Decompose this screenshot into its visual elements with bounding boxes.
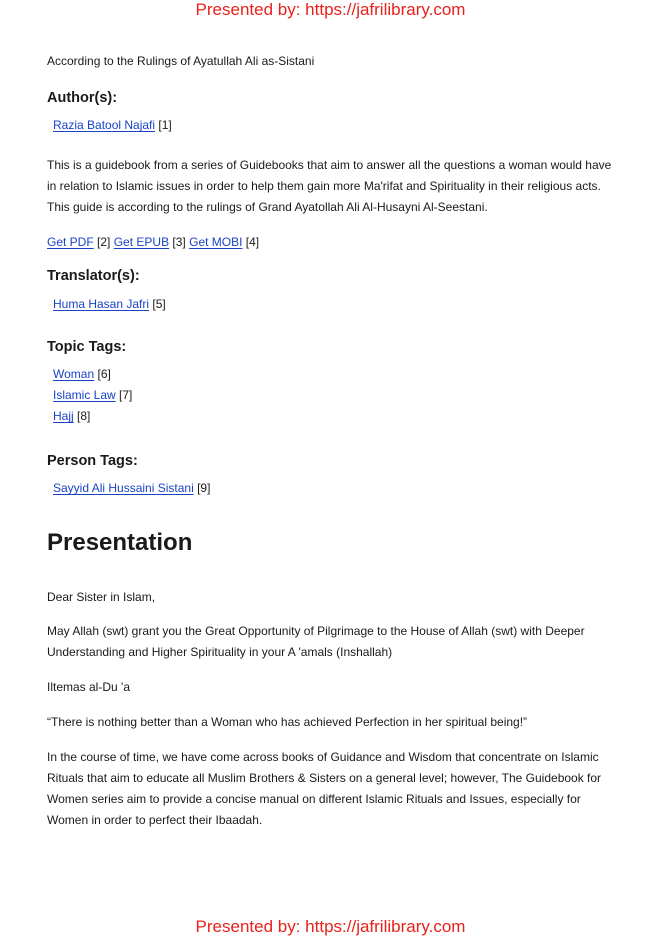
presentation-paragraph: May Allah (swt) grant you the Great Opportunity of Pilgrimage to the House of Allah (swt) with Deeper Understanding and Higher Spirituality in your A 'amals (Inshallah) — [47, 624, 585, 659]
reference-number: [4] — [245, 235, 260, 249]
get-mobi-link[interactable]: Get MOBI — [189, 235, 243, 249]
get-epub-link[interactable]: Get EPUB — [113, 235, 170, 249]
person-tags-heading: Person Tags: — [47, 453, 138, 469]
reference-number: [7] — [119, 388, 133, 402]
presentation-paragraph: Dear Sister in Islam, — [47, 590, 156, 604]
reference-number: [5] — [152, 297, 166, 311]
list-item — [47, 364, 622, 385]
person-tag-link[interactable]: Sayyid Ali Hussaini Sistani — [53, 481, 194, 495]
translators-list — [47, 294, 622, 315]
get-pdf-link[interactable]: Get PDF — [47, 235, 94, 249]
topic-tag-link[interactable]: Islamic Law — [53, 388, 116, 402]
person-tags-list — [47, 478, 622, 499]
translators-heading: Translator(s): — [47, 268, 140, 284]
list-item — [47, 294, 622, 315]
presentation-paragraph: “There is nothing better than a Woman who has achieved Perfection in her spiritual being!” — [47, 715, 528, 729]
topic-tag-link[interactable]: Woman — [53, 367, 95, 381]
reference-number: [3] — [172, 235, 186, 249]
document-subtitle: According to the Rulings of Ayatullah Ali as-Sistani — [47, 54, 315, 68]
reference-number: [8] — [77, 409, 91, 423]
topic-tag-link[interactable]: Hajj — [53, 409, 74, 423]
presentation-heading: Presentation — [47, 529, 193, 556]
list-item — [47, 385, 622, 406]
description-paragraph: This is a guidebook from a series of Guidebooks that aim to answer all the questions a woman would have in relation to Islamic issues in order to help them gain more Ma'rifat and Spirituality in their religious acts. This guide is according to the rulings of Grand Ayatollah Ali Al-Husayni Al-Seestani. — [47, 158, 612, 214]
document-body — [47, 53, 622, 831]
reference-number: [9] — [197, 481, 211, 495]
author-link[interactable]: Razia Batool Najafi — [53, 118, 156, 132]
presentation-paragraph: Iltemas al-Du 'a — [47, 680, 130, 694]
authors-heading: Author(s): — [47, 90, 118, 106]
list-item — [47, 115, 622, 136]
download-links — [47, 232, 622, 253]
list-item — [47, 478, 622, 499]
topic-tags-heading: Topic Tags: — [47, 339, 127, 355]
reference-number: [6] — [97, 367, 111, 381]
topic-tags-list — [47, 364, 622, 427]
reference-number: [2] — [97, 235, 111, 249]
translator-link[interactable]: Huma Hasan Jafri — [53, 297, 150, 311]
list-item — [47, 406, 622, 427]
reference-number: [1] — [158, 118, 172, 132]
footer-banner: Presented by: https://jafrilibrary.com — [195, 917, 466, 936]
authors-list — [47, 115, 622, 136]
presentation-paragraph: In the course of time, we have come across books of Guidance and Wisdom that concentrate on Islamic Rituals that aim to educate all Muslim Brothers & Sisters on a general level; however, The Guidebook for Women series aim to provide a concise manual on different Islamic Rituals and Issues, especially for Women in order to perfect their Ibaadah. — [47, 750, 602, 827]
header-banner: Presented by: https://jafrilibrary.com — [195, 0, 466, 19]
